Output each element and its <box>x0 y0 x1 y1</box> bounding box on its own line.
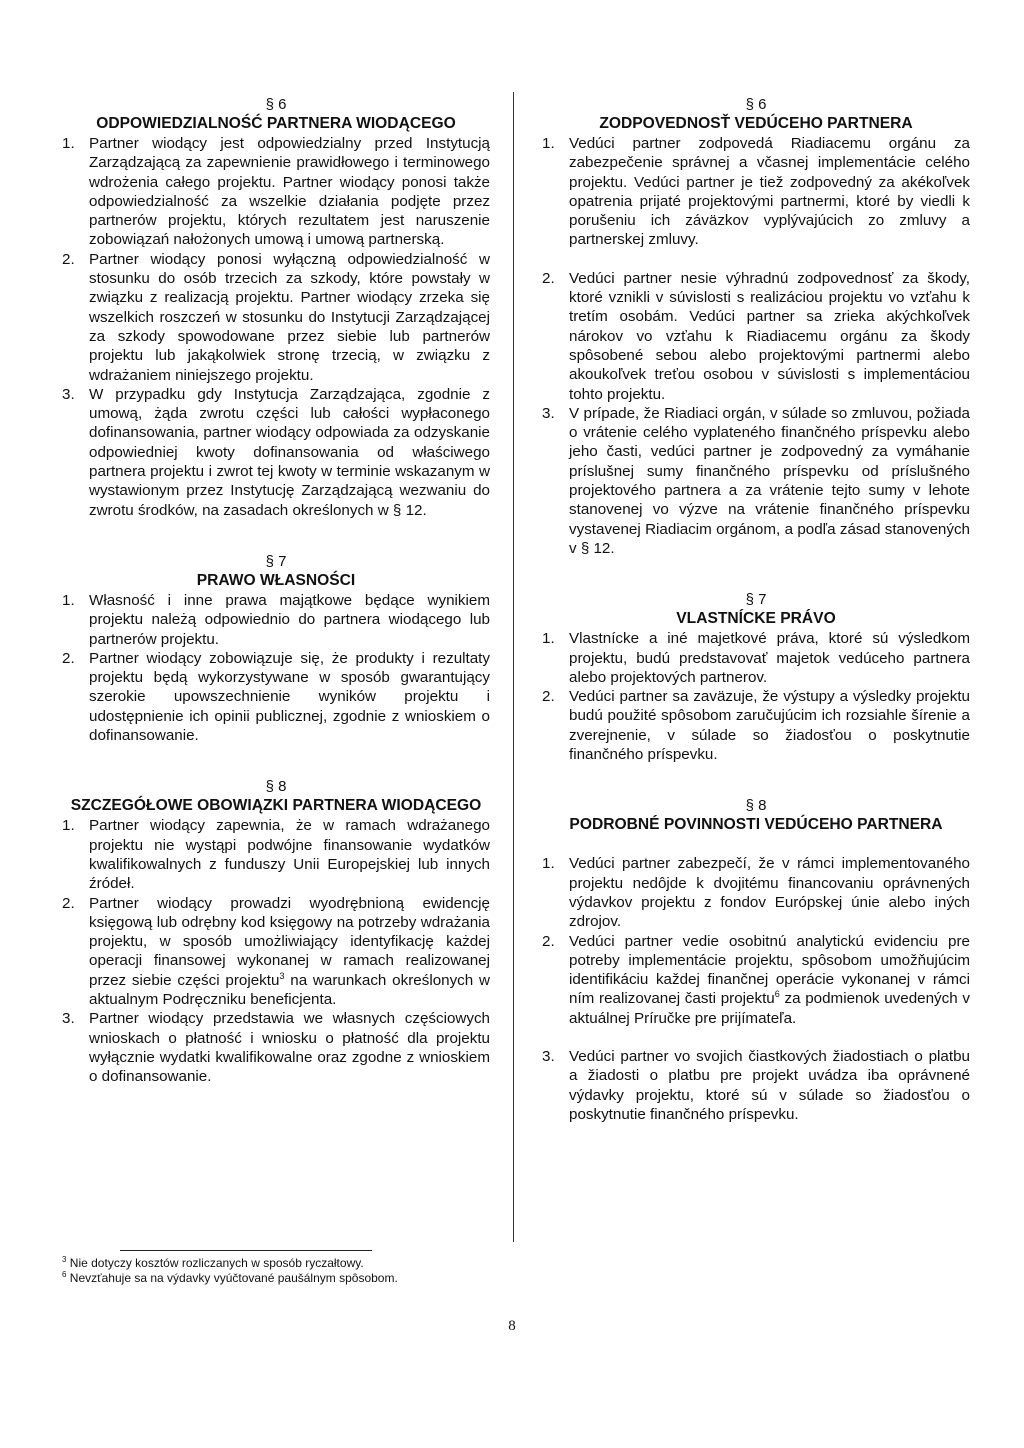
clause-item <box>542 629 970 687</box>
clause-number: 1. <box>542 135 555 152</box>
clause-text: W przypadku gdy Instytucja Zarządzająca, zgodnie z umową, żąda zwrotu części lub całości wypłaconego dofinansowania, partner wiodący odpowiada za odzyskanie odpowiedniej kwoty dofinansowania od właściwego partnera projektu i zwrot tej kwoty w terminie wskazanym w wystawionym przez Instytucję Zarządzającą wezwaniu do zwrotu środków, na zasadach określonych w § 12. <box>89 385 490 519</box>
footnote-ref: 3 <box>279 970 285 981</box>
clause-text-continued: za podmienok uvedených v aktuálnej Príručke pre prijímateľa. <box>569 990 970 1027</box>
clause-item <box>542 1047 970 1124</box>
clause-text: Partner wiodący zapewnia, że w ramach wdrażanego projektu nie wystąpi podwójne finansowanie wydatków kwalifikowalnych z funduszy Unii Europejskiej lub innych źródeł. <box>89 817 490 893</box>
clause-number: 2. <box>542 688 555 706</box>
clause-item <box>62 591 490 649</box>
footnote-separator <box>120 1250 372 1251</box>
clause-text: Partner wiodący prowadzi wyodrębnioną ewidencję księgową lub odrębny kod księgowy na potrzeby wdrażania projektu, w sposób umożliwiający identyfikację każdej operacji finansowej wykonanej w ramach realizowanej przez siebie części projektu <box>89 894 490 989</box>
clause-text: Partner wiodący ponosi wyłączną odpowiedzialność w stosunku do osób trzecich za szkody, które powstały w związku z realizacją projektu. Partner wiodący zrzeka się wszelkich roszczeń w stosunku do Instytucji Zarządzającej za szkody spowodowane przez siebie lub partnerów projektu lub jakąkolwiek stronę trzecią, w związku z wdrażaniem niniejszego projektu. <box>89 250 490 384</box>
footnote-text: Nie dotyczy kosztów rozliczanych w sposób ryczałtowy. <box>69 1256 364 1270</box>
clause-text: Własność i inne prawa majątkowe będące wynikiem projektu należą odpowiednio do partnera wiodącego lub partnerów projektu. <box>89 591 490 648</box>
section-heading: SZCZEGÓŁOWE OBOWIĄZKI PARTNERA WIODĄCEGO <box>70 797 482 815</box>
section-sign: § 6 <box>745 96 767 113</box>
clause-text: Vlastnícke a iné majetkové práva, ktoré sú výsledkom projektu, budú predstavovať majetok vedúceho partnera alebo projektových partnerov. <box>569 630 970 686</box>
section-sign: § 7 <box>265 552 287 570</box>
clause-item <box>542 269 970 404</box>
clause-text: Vedúci partner nesie výhradnú zodpovednosť za škody, ktoré vznikli v súvislosti s realizáciou projektu vo vzťahu k tretím osobám. Vedúci partner sa zrieka akýchkoľvek nárokov vo vzťahu k Riadiacemu orgánu za škody spôsobené sebou alebo projektovými partnermi alebo akoukoľvek treťou osobou v súvislosti s implementáciou tohto projektu. <box>569 269 970 403</box>
column-divider <box>513 92 514 1242</box>
clause-text: Vedúci partner zabezpečí, že v rámci implementovaného projektu nedôjde k dvojitému financovaniu oprávnených výdavkov projektu z fondov Európskej únie alebo iných zdrojov. <box>569 855 970 931</box>
section-heading: ZODPOVEDNOSŤ VEDÚCEHO PARTNERA <box>599 115 913 132</box>
slovak-column <box>542 96 970 1124</box>
clause-item <box>62 816 490 893</box>
page-number: 8 <box>508 1318 516 1334</box>
section-6-pl <box>62 96 490 520</box>
clause-list <box>542 854 970 1124</box>
section-sign: § 7 <box>745 591 767 609</box>
clause-number: 2. <box>62 649 75 667</box>
section-6-sk <box>542 96 970 558</box>
clause-item <box>62 250 490 385</box>
section-sign: § 6 <box>265 96 287 113</box>
clause-number: 1. <box>62 817 75 835</box>
footnote-mark: 6 <box>62 1270 67 1279</box>
clause-number: 2. <box>542 932 555 950</box>
clause-text: Vedúci partner sa zaväzuje, že výstupy a výsledky projektu budú použité spôsobom zaručujúcim ich rozsiahle šírenie a zverejnenie, v súlade so žiadosťou o poskytnutie finančného príspevku. <box>569 688 970 764</box>
clause-number: 2. <box>62 894 75 912</box>
clause-text-continued: na warunkach określonych w aktualnym Podręczniku beneficjenta. <box>89 971 490 1008</box>
section-8-pl <box>62 778 490 1086</box>
section-sign: § 8 <box>265 778 287 796</box>
clause-item <box>542 404 970 558</box>
section-sign: § 8 <box>745 797 767 815</box>
section-heading: VLASTNÍCKE PRÁVO <box>676 610 836 628</box>
clause-item <box>62 134 490 250</box>
clause-item <box>62 385 490 520</box>
polish-column <box>62 96 490 1086</box>
clause-number: 2. <box>542 269 555 287</box>
clause-list <box>62 134 490 520</box>
clause-number: 1. <box>62 135 75 152</box>
clause-number: 3. <box>542 404 555 422</box>
clause-item <box>62 649 490 745</box>
clause-item <box>62 1009 490 1086</box>
clause-number: 3. <box>62 1010 75 1028</box>
clause-text: Vedúci partner vedie osobitnú analytickú evidenciu pre potreby implementácie projektu, spôsobom umožňujúcim identifikáciu každej finančnej operácie vykonanej v rámci ním realizovanej časti projektu <box>569 932 970 1008</box>
clause-number: 1. <box>62 591 75 609</box>
clause-list <box>62 591 490 745</box>
clause-item <box>62 894 490 1010</box>
clause-list <box>542 629 970 764</box>
clause-number: 1. <box>542 855 555 873</box>
clause-text: Vedúci partner vo svojich čiastkových žiadostiach o platbu a žiadosti o platbu pre projekt uvádza iba oprávnené výdavky projektu, ktoré sú v súlade so žiadosťou o poskytnutie finančného príspevku. <box>569 1047 970 1123</box>
footnote-mark: 3 <box>62 1255 67 1264</box>
footnote-text: Nevzťahuje sa na výdavky vyúčtované paušálnym spôsobom. <box>69 1271 398 1285</box>
clause-number: 2. <box>62 250 75 268</box>
clause-item <box>542 687 970 764</box>
section-heading: ODPOWIEDZIALNOŚĆ PARTNERA WIODĄCEGO <box>96 115 456 132</box>
clause-number: 3. <box>62 385 75 403</box>
section-heading: PRAWO WŁASNOŚCI <box>196 571 356 589</box>
clause-item <box>542 854 970 931</box>
clause-number: 3. <box>542 1047 555 1065</box>
clause-item <box>542 932 970 1028</box>
footnote-ref: 6 <box>774 989 780 1000</box>
clause-number: 1. <box>542 630 555 648</box>
clause-text: Partner wiodący zobowiązuje się, że produkty i rezultaty projektu będą wykorzystywane w sposób gwarantujący szerokie upowszechnienie wyników projektu i udostępnienie ich opinii publicznej, zgodnie z wnioskiem o dofinansowanie. <box>89 649 490 745</box>
section-heading: PODROBNÉ POVINNOSTI VEDÚCEHO PARTNERA <box>569 816 943 834</box>
footnotes <box>62 1256 502 1286</box>
clause-text: Partner wiodący jest odpowiedzialny przed Instytucją Zarządzającą za zapewnienie prawidłowego i terminowego wdrożenia całego projektu. Partner wiodący ponosi także odpowiedzialność za wszelkie działania podjęte przez partnerów projektu, których rezultatem jest naruszenie zobowiązań nałożonych umową i umową partnerską. <box>89 135 490 249</box>
clause-item <box>542 134 970 250</box>
clause-list <box>62 816 490 1086</box>
clause-text: V prípade, že Riadiaci orgán, v súlade so zmluvou, požiada o vrátenie celého vyplateného finančného príspevku alebo jeho časti, vedúci partner je zodpovedný za vymáhanie príslušnej sumy finančného príspevku od príslušného projektového partnera a za vrátenie tejto sumy v lehote stanovenej vo výzve na vrátenie finančného príspevku vystavenej Riadiacim orgánom, a podľa zásad stanovených v § 12. <box>569 404 970 557</box>
section-8-sk <box>542 797 970 1124</box>
section-7-pl <box>62 553 490 745</box>
footnote <box>62 1256 502 1271</box>
clause-text: Partner wiodący przedstawia we własnych częściowych wnioskach o płatność i wniosku o płatność dla projektu wyłącznie wydatki kwalifikowalne oraz zgodne z wnioskiem o dofinansowanie. <box>89 1010 490 1086</box>
section-7-sk <box>542 591 970 764</box>
footnote <box>62 1271 502 1286</box>
clause-list <box>542 134 970 558</box>
clause-text: Vedúci partner zodpovedá Riadiacemu orgánu za zabezpečenie správnej a včasnej implementácie celého projektu. Vedúci partner je tiež zodpovedný za akékoľvek opatrenia prijaté projektovými partnermi, ktoré by viedli k porušeniu ich záväzkov vyplývajúcich zo zmluvy a partnerskej zmluvy. <box>569 135 970 249</box>
